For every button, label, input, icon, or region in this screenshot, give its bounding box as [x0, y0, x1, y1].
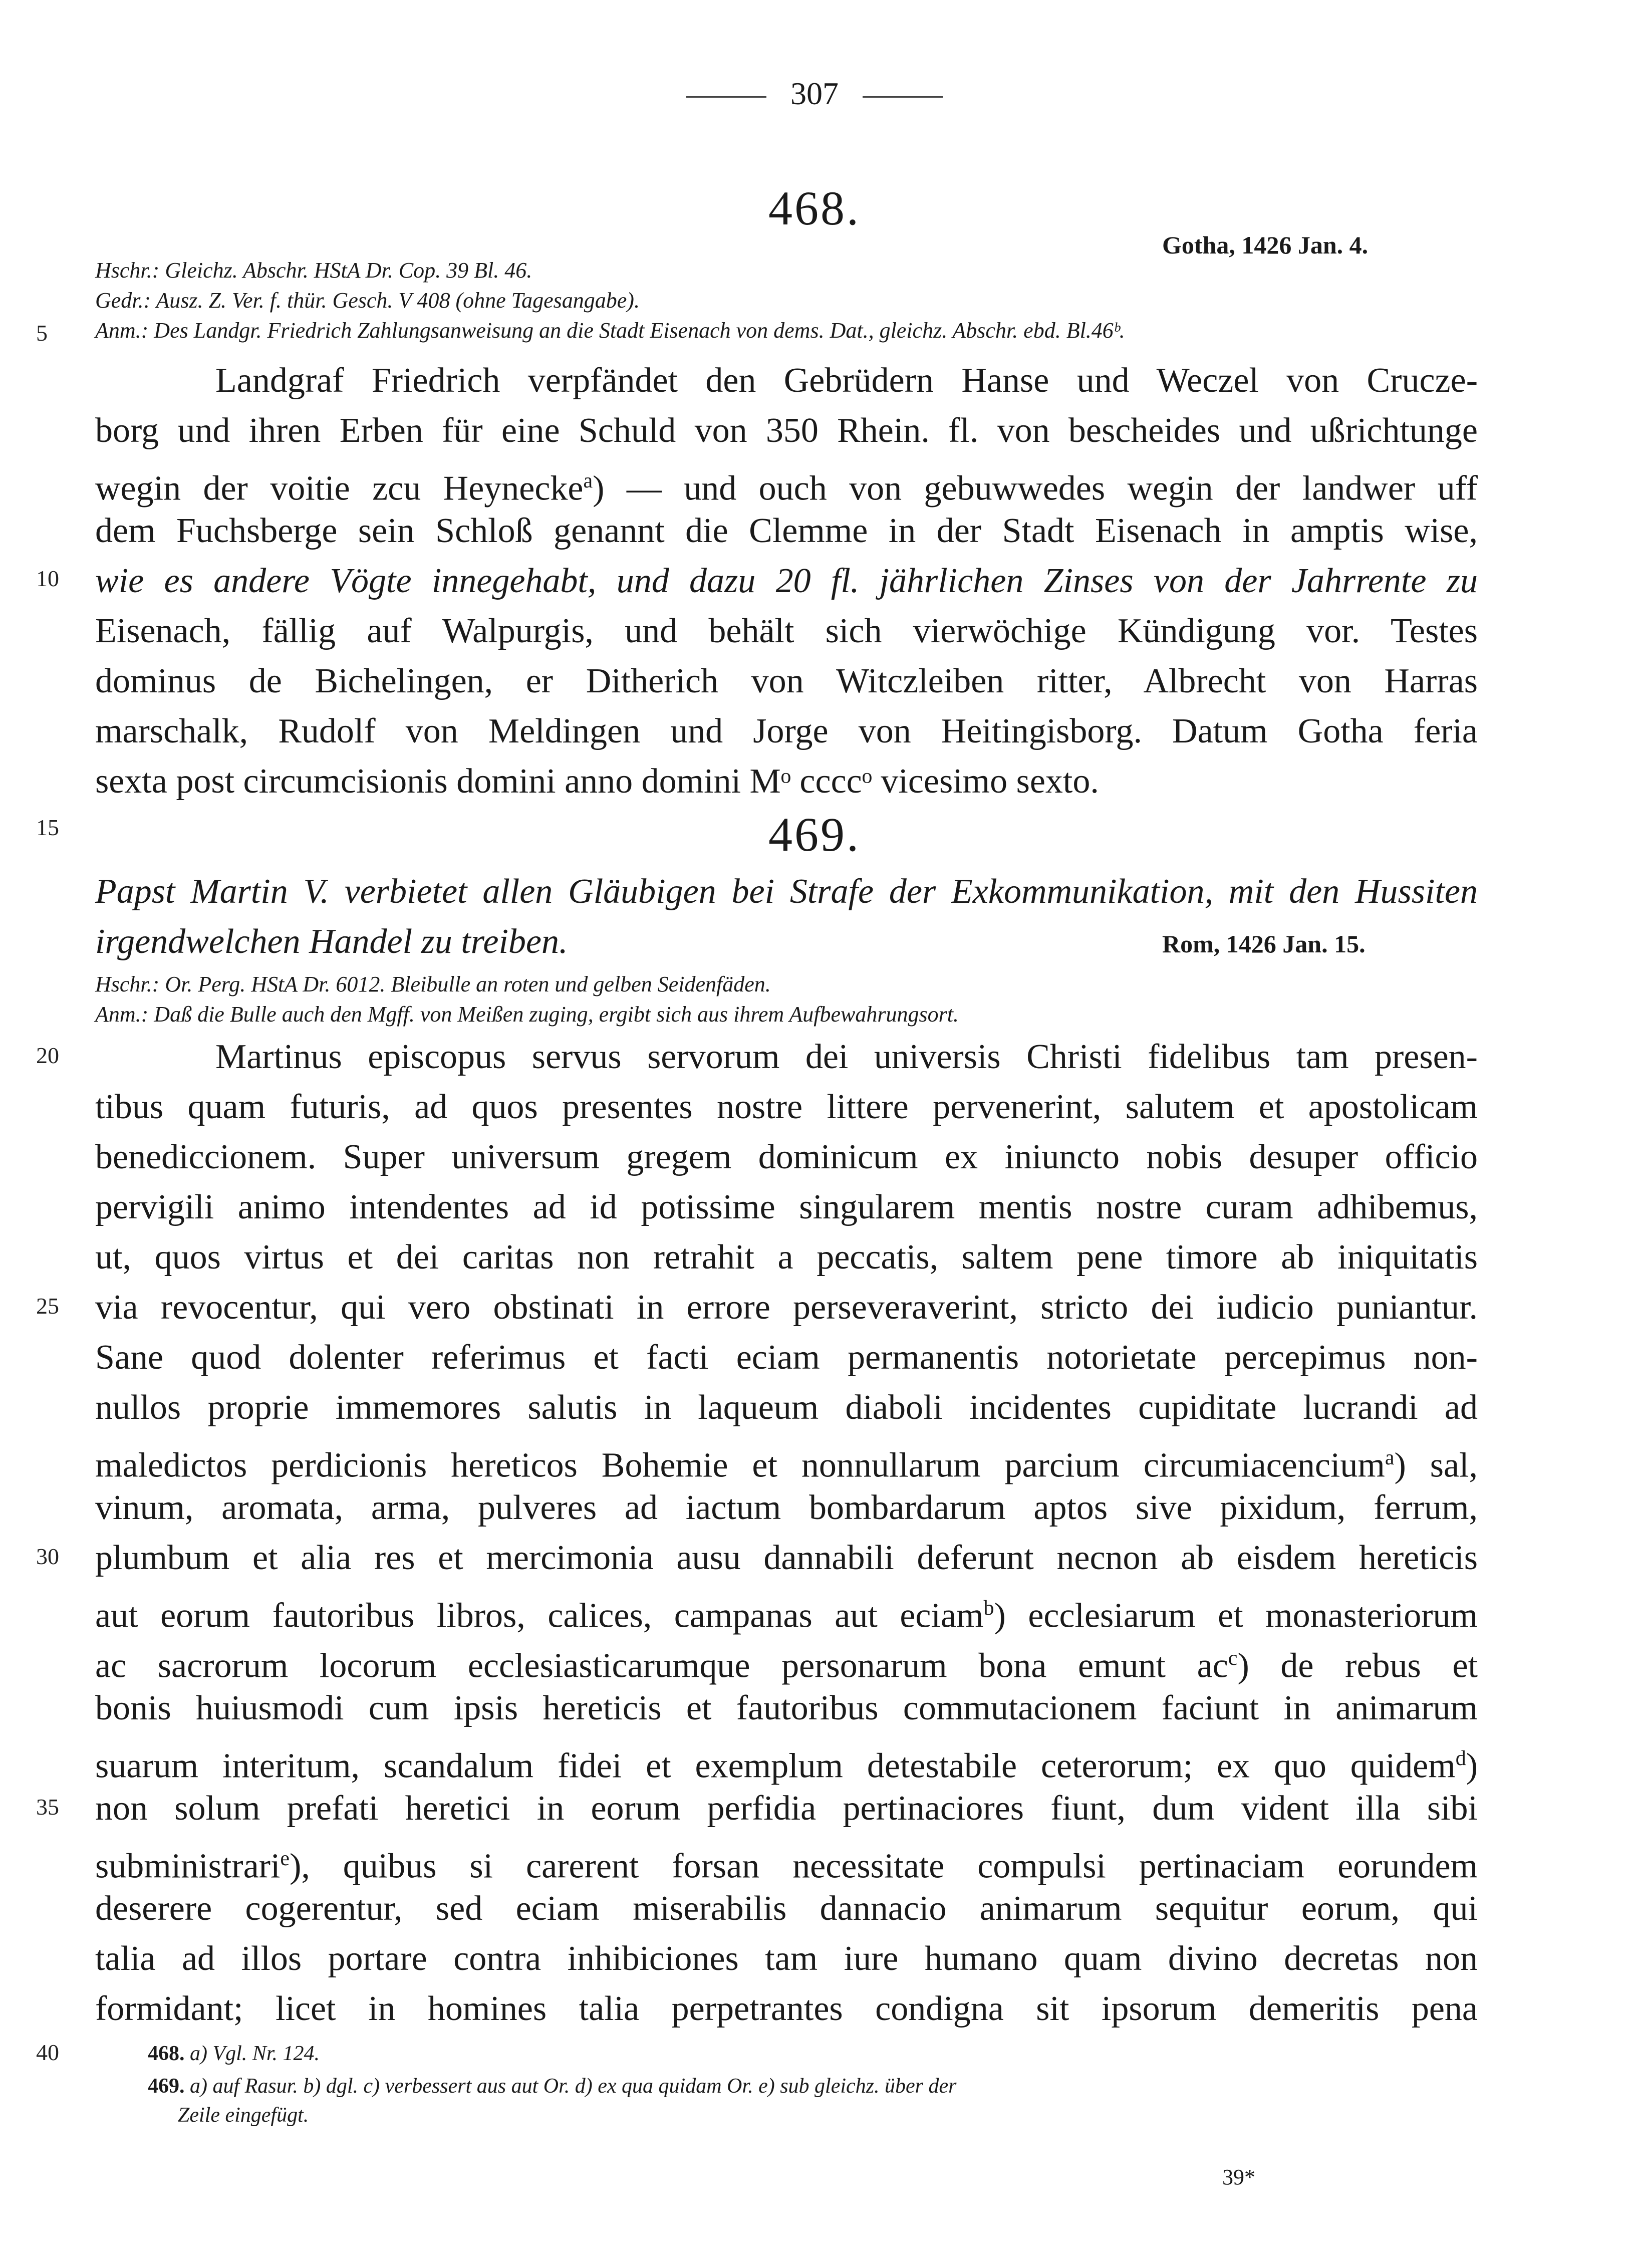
- text-line: [95, 706, 1478, 757]
- text-line-content: ac sacrorum locorum ecclesiasticarumque personarum bona emunt ac: [95, 1646, 1228, 1685]
- place-date-469: Rom, 1426 Jan. 15.: [1162, 930, 1366, 958]
- regest-text: irgendwelchen Handel zu treiben.: [95, 922, 568, 961]
- text-line-content: non solum prefati heretici in eorum perfidia pertinaciores fiunt, dum vident illa sibi: [95, 1789, 1478, 1828]
- doc-number-468: 468.: [768, 181, 861, 235]
- regest-line: [95, 867, 1478, 917]
- text-line: [95, 1733, 1478, 1791]
- text-line-content: formidant; licet in homines talia perpetrantes condigna sit ipsorum demeritis pena: [95, 1989, 1478, 2028]
- text-line-content: ): [1466, 1746, 1478, 1786]
- text-line-content: ) sal,: [1394, 1446, 1478, 1485]
- text-line: [95, 656, 1478, 706]
- footnote-label: 468.: [148, 2042, 185, 2065]
- text-line-content: wegin der voitie zcu Heynecke: [95, 469, 584, 508]
- line-number: 10: [36, 566, 59, 591]
- footnote-mark: a: [583, 469, 593, 492]
- text-line: [95, 1984, 1478, 2034]
- text-line-content: Sane quod dolenter referimus et facti eciam permanentis notorietate percepimus non-: [95, 1338, 1478, 1377]
- text-line: [95, 1383, 1478, 1433]
- footnote-text: a) auf Rasur. b) dgl. c) verbessert aus aut Or. d) ex qua quidam Or. e) sub gleichz. über der: [190, 2075, 957, 2098]
- text-line-content: dominus de Bichelingen, er Ditherich von Witczleiben ritter, Albrecht von Harras: [95, 662, 1478, 700]
- text-line-content: wie es andere Vögte innegehabt, und dazu 20 fl. jährlichen Zinses von der Jahrrente zu: [95, 562, 1478, 600]
- footnote-mark: b: [983, 1597, 994, 1620]
- text-line-content: ut, quos virtus et dei caritas non retrahit a peccatis, saltem pene timore ab iniquitatis: [95, 1238, 1478, 1277]
- footnote-mark: e: [280, 1847, 290, 1870]
- gedr-468: Gedr.: Ausz. Z. Ver. f. thür. Gesch. V 408 (ohne Tagesangabe).: [95, 288, 640, 313]
- text-line: [95, 556, 1478, 606]
- doc-number-469: 469.: [768, 808, 861, 861]
- text-line: [95, 1333, 1478, 1383]
- line-number: 40: [36, 2040, 59, 2065]
- footnote-469: [148, 2072, 1480, 2101]
- line-number: 5: [36, 320, 48, 346]
- text-line-content: benediccionem. Super universum gregem dominicum ex iniuncto nobis desuper officio: [95, 1138, 1478, 1176]
- text-line-content: suarum interitum, scandalum fidei et exemplum detestabile ceterorum; ex quo quidem: [95, 1746, 1456, 1786]
- place-date-468: Gotha, 1426 Jan. 4.: [1162, 231, 1369, 259]
- page-number: [0, 75, 1629, 112]
- text-line-content: borg und ihren Erben für eine Schuld von 350 Rhein. fl. von bescheides und ußrichtunge: [95, 411, 1478, 450]
- text-line: [95, 1132, 1478, 1182]
- page-number-text: 307: [790, 76, 839, 111]
- anm-469: Anm.: Daß die Bulle auch den Mgff. von Meißen zuging, ergibt sich aus ihrem Aufbewahrungsort.: [95, 1002, 959, 1027]
- text-line-content: ) de rebus et: [1237, 1646, 1478, 1685]
- text-line-content: via revocentur, qui vero obstinati in errore perseveraverint, stricto dei iudicio puniantur.: [95, 1288, 1478, 1327]
- text-line-content: ) — und ouch von gebuwwedes wegin der landwer uff: [593, 469, 1478, 508]
- text-line-content: sexta post circumcisionis domini anno domini Mᵒ ccccᵒ vicesimo sexto.: [95, 762, 1099, 801]
- text-line: [95, 1934, 1478, 1984]
- line-number: 30: [36, 1544, 59, 1569]
- text-line-content: pervigili animo intendentes ad id potissime singularem mentis nostre curam adhibemus,: [95, 1188, 1478, 1226]
- footnote-text: a) Vgl. Nr. 124.: [190, 2042, 320, 2065]
- text-line-content: Martinus episcopus servus servorum dei universis Christi fidelibus tam presen-: [215, 1038, 1478, 1076]
- text-line: [95, 1633, 1478, 1691]
- text-line-content: talia ad illos portare contra inhibiciones tam iure humano quam divino decretas non: [95, 1939, 1478, 1978]
- text-line-content: maledictos perdicionis hereticos Bohemie et nonnullarum parcium circumiacencium: [95, 1446, 1385, 1485]
- signature-mark: 39*: [1222, 2165, 1255, 2189]
- footnote-mark: d: [1455, 1747, 1466, 1770]
- footnote-468: [148, 2039, 1480, 2068]
- text-line: [95, 356, 1478, 406]
- text-line-content: subministrari: [95, 1847, 281, 1886]
- text-line-content: bonis huiusmodi cum ipsis hereticis et fautoribus commutacionem faciunt in animarum: [95, 1689, 1478, 1727]
- text-line-content: ), quibus si carerent forsan necessitate compulsi pertinaciam eorundem: [290, 1847, 1478, 1886]
- footnote-mark: c: [1228, 1647, 1238, 1670]
- footnote-mark: a: [1385, 1446, 1395, 1469]
- text-line-content: ) ecclesiarum et monasteriorum: [994, 1596, 1478, 1635]
- text-line: [95, 1583, 1478, 1641]
- text-line: [95, 1784, 1478, 1834]
- text-line-content: plumbum et alia res et mercimonia ausu dannabili deferunt necnon ab eisdem hereticis: [95, 1539, 1478, 1577]
- text-line: [95, 506, 1478, 556]
- text-line-content: marschalk, Rudolf von Meldingen und Jorge von Heitingisborg. Datum Gotha feria: [95, 712, 1478, 750]
- text-line: [95, 1433, 1478, 1490]
- text-line: [95, 1683, 1478, 1733]
- text-line: [95, 1032, 1478, 1082]
- line-number: 25: [36, 1293, 59, 1319]
- line-number: 35: [36, 1794, 59, 1820]
- text-line: [95, 1483, 1478, 1533]
- rule-left: [686, 96, 766, 98]
- line-number: 20: [36, 1043, 59, 1068]
- text-line-content: aut eorum fautoribus libros, calices, campanas aut eciam: [95, 1596, 984, 1635]
- text-line: [95, 1283, 1478, 1333]
- text-line: [95, 1533, 1478, 1583]
- rule-right: [863, 96, 943, 98]
- text-line: [95, 456, 1478, 514]
- text-line-content: Eisenach, fällig auf Walpurgis, und behält sich vierwöchige Kündigung vor. Testes: [95, 612, 1478, 650]
- footnote-469-cont: Zeile eingefügt.: [178, 2104, 309, 2127]
- regest-text: Papst Martin V. verbietet allen Gläubigen bei Strafe der Exkommunikation, mit den Hussiten: [95, 872, 1478, 911]
- text-line: [95, 406, 1478, 456]
- text-line-content: tibus quam futuris, ad quos presentes nostre littere pervenerint, salutem et apostolicam: [95, 1088, 1478, 1126]
- text-line: [95, 1884, 1478, 1934]
- footnote-label: 469.: [148, 2075, 185, 2098]
- text-line: [95, 1834, 1478, 1891]
- text-line: [95, 606, 1478, 656]
- text-line: [95, 757, 1478, 807]
- hschr-468: Hschr.: Gleichz. Abschr. HStA Dr. Cop. 39 Bl. 46.: [95, 258, 532, 283]
- text-line-content: Landgraf Friedrich verpfändet den Gebrüdern Hanse und Weczel von Crucze-: [215, 361, 1478, 400]
- text-line: [95, 1232, 1478, 1283]
- text-line-content: nullos proprie immemores salutis in laqueum diaboli incidentes cupiditate lucrandi ad: [95, 1388, 1478, 1427]
- line-number: 15: [36, 815, 59, 840]
- anm-468: Anm.: Des Landgr. Friedrich Zahlungsanweisung an die Stadt Eisenach von dems. Dat., gleichz. Abschr. ebd. Bl.46ᵇ.: [95, 318, 1125, 343]
- text-line-content: dem Fuchsberge sein Schloß genannt die Clemme in der Stadt Eisenach in amptis wise,: [95, 512, 1478, 550]
- text-line-content: deserere cogerentur, sed eciam miserabilis dannacio animarum sequitur eorum, qui: [95, 1889, 1478, 1928]
- text-line-content: vinum, aromata, arma, pulveres ad iactum bombardarum aptos sive pixidum, ferrum,: [95, 1488, 1478, 1527]
- text-line: [95, 1182, 1478, 1232]
- hschr-469: Hschr.: Or. Perg. HStA Dr. 6012. Bleibulle an roten und gelben Seidenfäden.: [95, 972, 771, 996]
- text-line: [95, 1082, 1478, 1132]
